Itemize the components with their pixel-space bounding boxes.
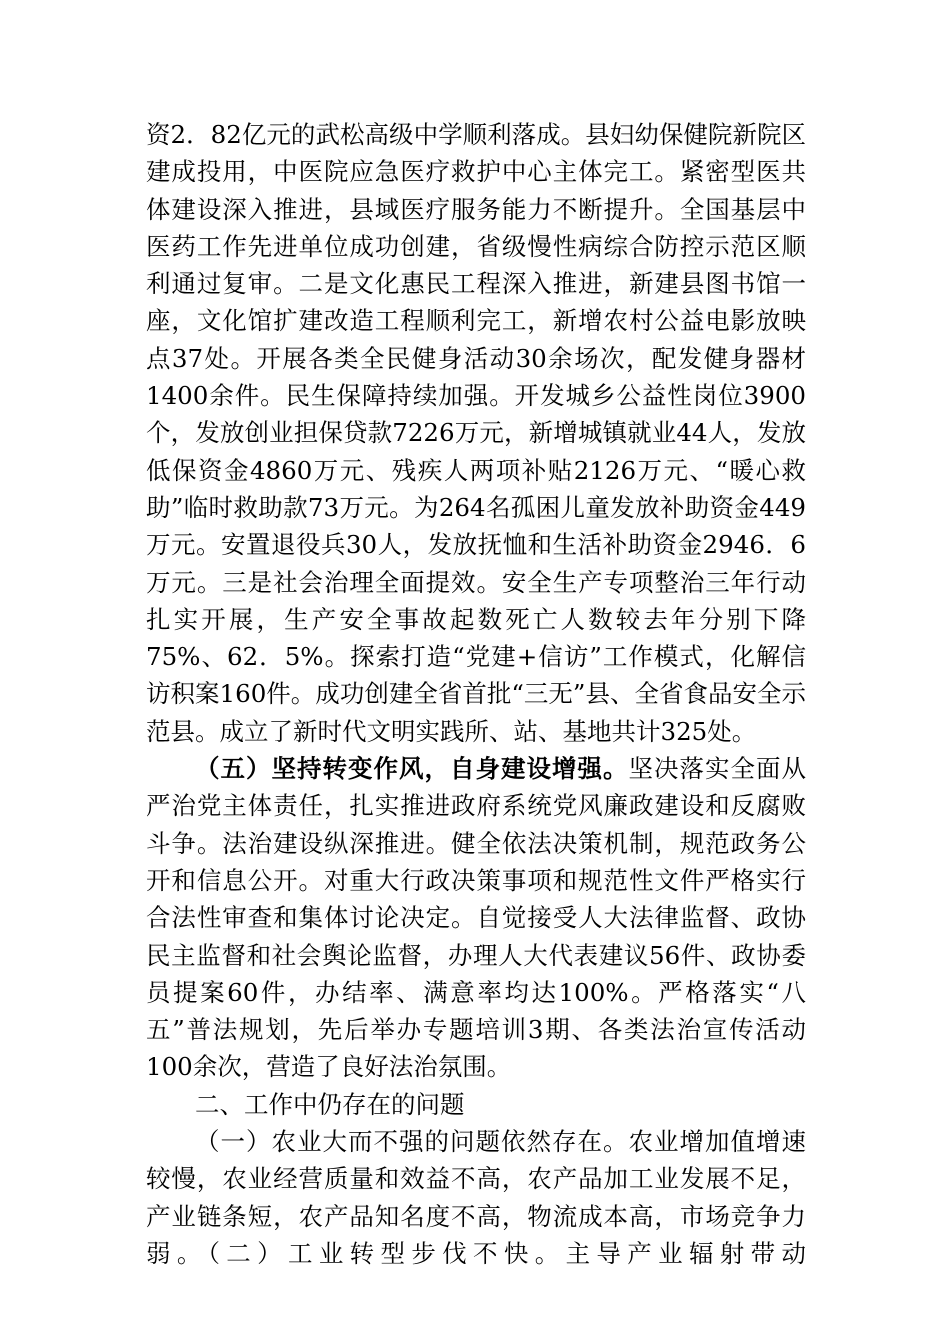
part-2-body: （一）农业大而不强的问题依然存在。农业增加值增速较慢，农业经营质量和效益不高，农产品加工业发展不足，产业链条短，农产品知名度不高，物流成本高，市场竞争力弱。（二）工业转型步伐不快。主导产业辐射带动 — [146, 1127, 806, 1268]
part-2-heading: 二、工作中仍存在的问题 — [195, 1089, 465, 1119]
paragraph-section-5 — [146, 750, 806, 1086]
section-5-heading: （五）坚持转变作风，自身建设增强。 — [195, 754, 629, 784]
paragraph-part-2 — [146, 1123, 806, 1272]
paragraph-social-livelihood — [146, 116, 806, 750]
section-5-body: 坚决落实全面从严治党主体责任，扎实推进政府系统党风廉政建设和反腐败斗争。法治建设纵深推进。健全依法决策机制，规范政务公开和信息公开。对重大行政决策事项和规范性文件严格实行合法性审查和集体讨论决定。自觉接受人大法律监督、政协民主监督和社会舆论监督，办理人大代表建议56件、政协委员提案60件，办结率、满意率均达100%。严格落实“八五”普法规划，先后举办专题培训3期、各类法治宣传活动100余次，营造了良好法治氛围。 — [146, 754, 806, 1082]
paragraph-text: 资2．82亿元的武松高级中学顺利落成。县妇幼保健院新院区建成投用，中医院应急医疗救护中心主体完工。紧密型医共体建设深入推进，县域医疗服务能力不断提升。全国基层中医药工作先进单位成功创建，省级慢性病综合防控示范区顺利通过复审。二是文化惠民工程深入推进，新建县图书馆一座，文化馆扩建改造工程顺利完工，新增农村公益电影放映点37处。开展各类全民健身活动30余场次，配发健身器材1400余件。民生保障持续加强。开发城乡公益性岗位3900个，发放创业担保贷款7226万元，新增城镇就业44人，发放低保资金4860万元、残疾人两项补贴2126万元、“暖心救助”临时救助款73万元。为264名孤困儿童发放补助资金449万元。安置退役兵30人，发放抚恤和生活补助资金2946．6万元。三是社会治理全面提效。安全生产专项整治三年行动扎实开展，生产安全事故起数死亡人数较去年分别下降75%、62．5%。探索打造“党建+信访”工作模式，化解信访积案160件。成功创建全省首批“三无”县、全省食品安全示范县。成立了新时代文明实践所、站、基地共计325处。 — [146, 120, 806, 746]
